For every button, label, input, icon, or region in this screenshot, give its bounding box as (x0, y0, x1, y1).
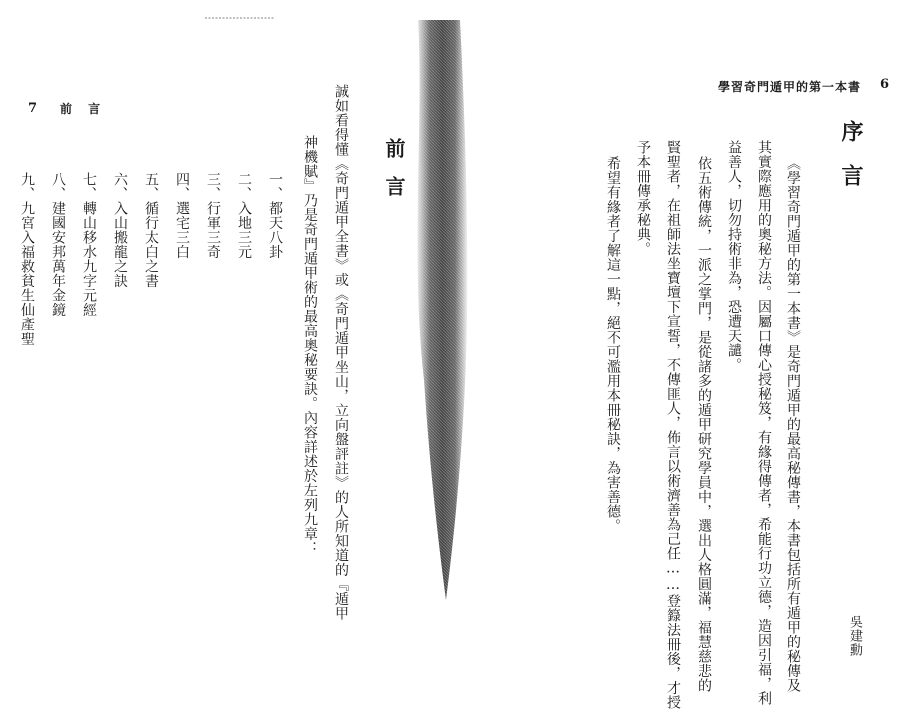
chapter-item: 一、都天八卦 (267, 172, 283, 259)
right-page-number: 6 (880, 77, 890, 92)
section-title: 序言 (838, 120, 864, 208)
chapter-item: 七、轉山移水九字元經 (81, 172, 97, 317)
scan-mark (205, 16, 275, 20)
chapter-item: 九、九宮入福救貧生仙產聖 (19, 172, 35, 346)
book-gutter-shadow (404, 0, 474, 706)
chapter-item: 六、入山搬龍之訣 (112, 172, 128, 288)
author-name: 吳建勳 (847, 615, 862, 657)
preface-line-1: 《學習奇門遁甲的第一本書》是奇門遁甲的最高秘傳書，本書包括所有遁甲的秘傳及 (785, 156, 801, 693)
preface-line-2: 其實際應用的奧秘方法。因屬口傳心授秘笈，有緣得傳者，希能行功立德，造因引福，利 (756, 140, 772, 706)
chapter-item: 五、循行太白之書 (143, 172, 159, 288)
chapter-title: 前言 (382, 138, 406, 214)
intro-line-1: 誠如看得懂《奇門遁甲全書》或《奇門遁甲坐山，立向盤評註》的人所知道的『遁甲 (333, 84, 349, 621)
chapter-item: 三、行軍三奇 (205, 172, 221, 259)
preface-line-6: 予本冊傳承秘典。 (635, 140, 651, 256)
left-page-header: 前 言 (60, 102, 107, 116)
preface-line-7: 希望有緣者了解這一點，絕不可濫用本冊秘訣，為害善德。 (605, 156, 621, 533)
preface-line-4: 依五術傳統，一派之掌門，是從諸多的遁甲研究學員中，選出人格圓滿，福慧慈悲的 (696, 156, 712, 693)
preface-line-3: 益善人，切勿持術非為，恐遭天譴。 (726, 140, 742, 372)
chapter-item: 八、建國安邦萬年金鏡 (50, 172, 66, 317)
chapter-item: 二、入地三元 (236, 172, 252, 259)
right-page-header: 學習奇門遁甲的第一本書 (718, 80, 862, 94)
intro-line-2: 神機賦』乃是奇門遁甲術的最高奧秘要訣。內容詳述於左列九章： (302, 135, 318, 556)
chapter-item: 四、選宅三白 (174, 172, 190, 259)
left-page-number: 7 (28, 101, 38, 116)
preface-line-5: 賢聖者，在祖師法坐寶壇下宣誓，不傳匪人，佈言以術濟善為己任……登籙法冊後，才授 (665, 140, 681, 710)
